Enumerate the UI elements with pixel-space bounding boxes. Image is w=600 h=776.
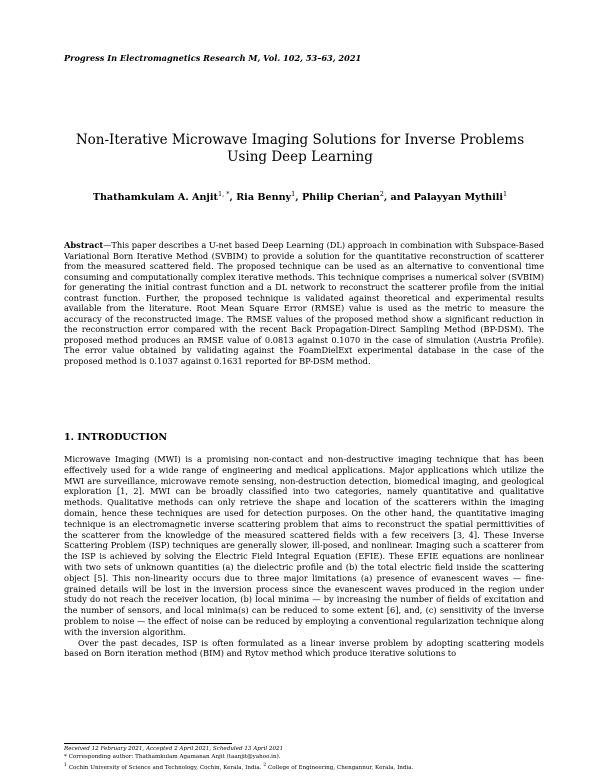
author-name: Palayyan Mythili bbox=[413, 192, 504, 204]
author-affiliation-mark: 2 bbox=[379, 190, 384, 198]
footnote-affiliation-2: College of Engineering, Chengannur, Kerala, India. bbox=[268, 764, 414, 771]
abstract-label: Abstract bbox=[64, 240, 104, 250]
author-affiliation-mark: 1 bbox=[291, 190, 296, 198]
author-separator: , bbox=[295, 192, 302, 204]
introduction-body bbox=[64, 454, 544, 659]
footnote-mark: 1 bbox=[64, 762, 67, 768]
author-name: Philip Cherian bbox=[301, 192, 380, 204]
abstract bbox=[64, 240, 544, 366]
paragraph: Over the past decades, ISP is often formulated as a linear inverse problem by adopting scattering models based on Born iteration method (BIM) and Rytov method which produce iterative solutions to bbox=[64, 637, 544, 659]
author-affiliation-mark: 1, * bbox=[217, 190, 230, 198]
author-list bbox=[40, 190, 560, 203]
author-separator: , bbox=[229, 192, 237, 204]
author-affiliation-mark: 1 bbox=[503, 190, 508, 198]
footnote-mark: * bbox=[64, 753, 67, 760]
footnote-received: Received 12 February 2021, Accepted 2 April 2021, Scheduled 13 April 2021 bbox=[64, 746, 284, 752]
abstract-text: —This paper describes a U-net based Deep Learning (DL) approach in combination with Subspace-Based Variational Born Iterative Method (SVBIM) to provide a solution for the quantitative reconstruction of scatterer from the measured scattered field. The proposed technique can be used as an alternative to conventional time consuming and computationally complex iterative methods. This technique comprises a numerical solver (SVBIM) for generating the initial contrast function and a DL network to reconstruct the scatterer profile from the initial contrast function. Further, the proposed technique is validated against theoretical and experimental results available from the literature. Root Mean Square Error (RMSE) value is used as the metric to measure the accuracy of the reconstructed image. The RMSE values of the proposed method show a significant reduction in the reconstruction error compared with the recent Back Propagation-Direct Sampling Method (BP-DSM). The proposed method produces an RMSE value of 0.0813 against 0.1070 in the case of simulation (Austria Profile). The error value obtained by validating against the FoamDielExt experimental database in the case of the proposed method is 0.1037 against 0.1631 reported for BP-DSM method. bbox=[64, 240, 544, 366]
title-line-1: Non-Iterative Microwave Imaging Solutions for Inverse Problems bbox=[75, 132, 525, 148]
footnote-affiliation-1: Cochin University of Science and Technology, Cochin, Kerala, India. bbox=[68, 764, 262, 771]
section-heading-introduction: 1. INTRODUCTION bbox=[64, 432, 168, 443]
author-name: Thathamkulam A. Anjit bbox=[92, 192, 218, 204]
footnote-mark: 2 bbox=[263, 762, 267, 768]
footnotes bbox=[64, 746, 554, 772]
title-line-2: Using Deep Learning bbox=[227, 149, 373, 165]
paragraph: Microwave Imaging (MWI) is a promising non-contact and non-destructive imaging technique that has been effectively used for a wide range of engineering and medical applications. Major applications which utilize the MWI are surveillance, microwave remote sensing, non-destruction detection, biomedical imaging, and geological exploration [1, 2]. MWI can be broadly classified into two categories, namely quantitative and qualitative methods. Qualitative methods can only retrieve the shape and location of the scatterers within the imaging domain, hence these techniques are used for detection purposes. On the other hand, the quantitative imaging technique is an electromagnetic inverse scattering problem that aims to reconstruct the spatial permittivities of the scatterer from the knowledge of the measured scattered fields with a few receivers [3, 4]. These Inverse Scattering Problem (ISP) techniques are generally slower, ill-posed, and nonlinear. Imaging such a scatterer from the ISP is achieved by solving the Electric Field Integral Equation (EFIE). These EFIE equations are nonlinear with two sets of unknown quantities (a) the dielectric profile and (b) the total electric field inside the scattering object [5]. This non-linearity occurs due to three major limitations (a) presence of evanescent waves — fine-grained details will be lost in the inversion process since the evanescent waves produced in the region under study do not reach the receiver location, (b) local minima — by increasing the number of fields of excitation and the number of sensors, and local minima(s) can be reduced to some extent [6], and, (c) sensitivity of the inverse problem to noise — the effect of noise can be reduced by employing a conventional regularization technique along with the inversion algorithm. bbox=[64, 454, 544, 637]
footnote-corresponding-text: Corresponding author: Thathamkulam Agamanan Anjit (taanjit@yahoo.in). bbox=[68, 753, 281, 760]
footnote-rule bbox=[64, 743, 232, 744]
paper-title bbox=[40, 132, 560, 166]
footnote-corresponding bbox=[64, 754, 554, 762]
footnote-affiliations bbox=[64, 762, 554, 773]
author-name: Ria Benny bbox=[236, 192, 292, 204]
author-separator: , and bbox=[383, 192, 414, 204]
journal-header: Progress In Electromagnetics Research M, Vol. 102, 53–63, 2021 bbox=[64, 53, 362, 63]
